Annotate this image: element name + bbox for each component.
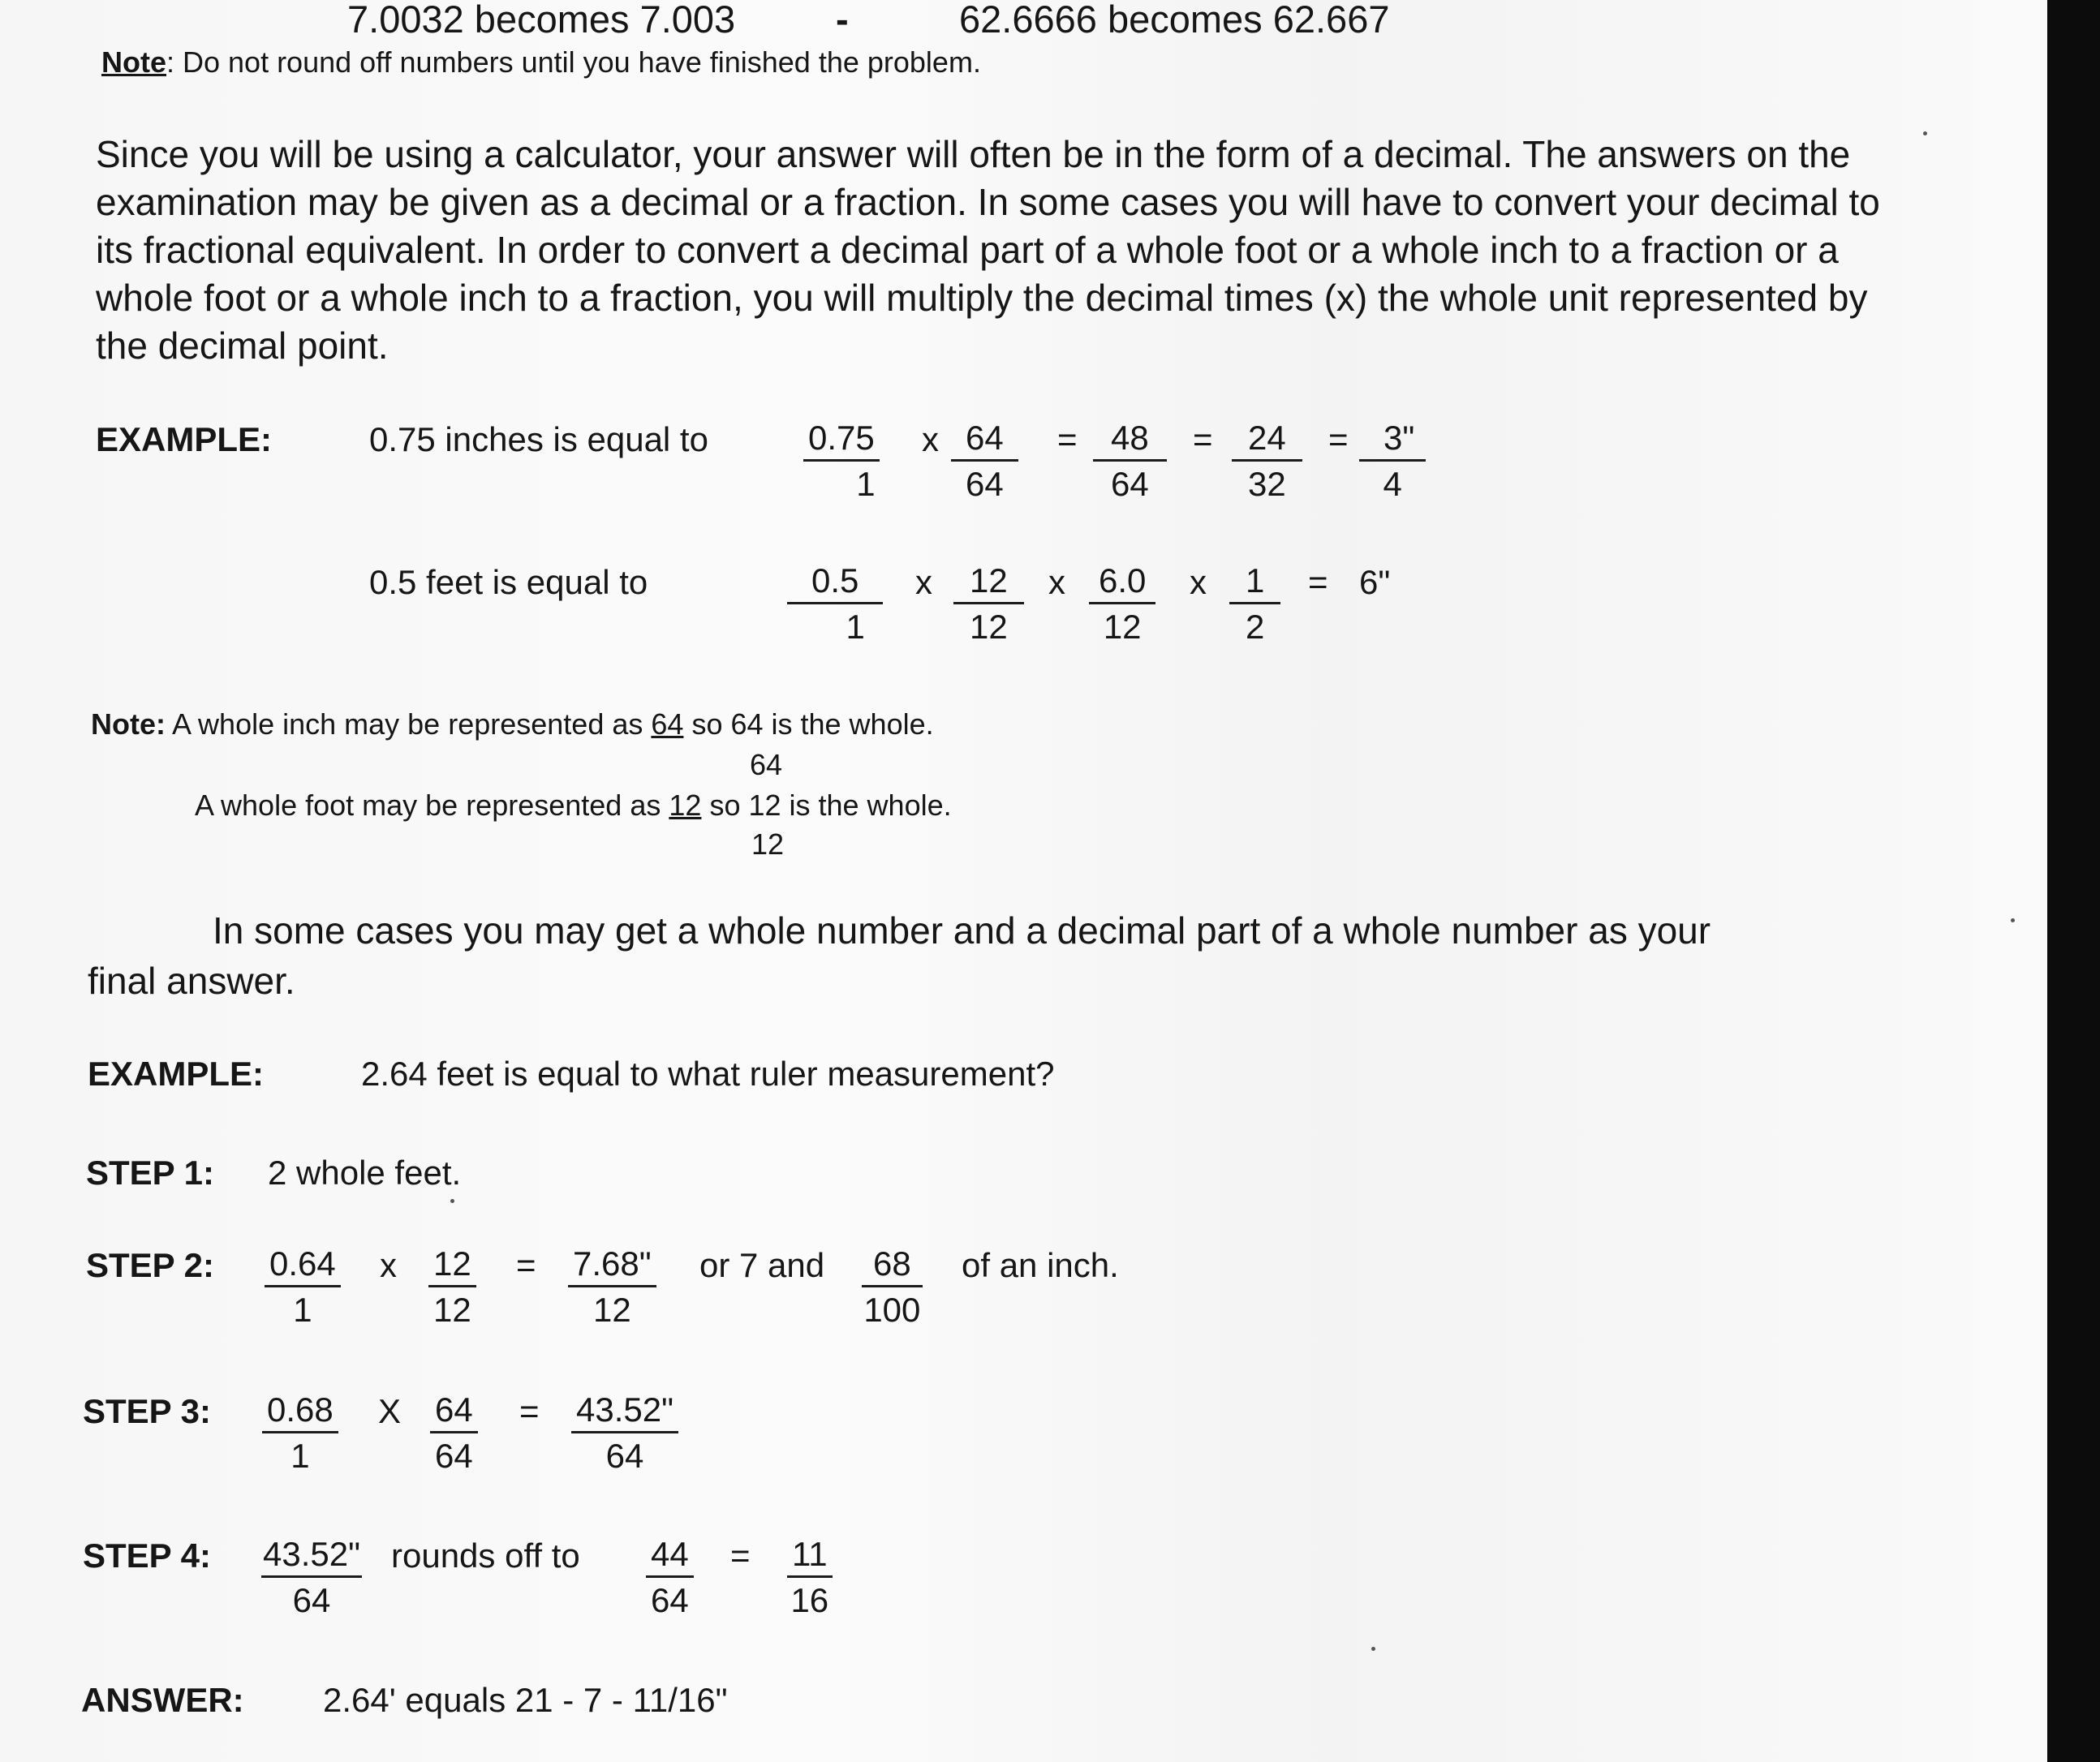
result: 6" (1359, 563, 1391, 601)
note-label: Note (101, 45, 166, 79)
fraction: $\frac{0.68}{1}$ (262, 1392, 338, 1474)
step-text: or 7 and (699, 1246, 825, 1284)
operator: x (1048, 563, 1065, 601)
fraction: $\frac{43.52"}{64}$ (263, 1535, 361, 1620)
fraction: $\frac{64}{64}$ (430, 1392, 478, 1474)
fraction: $\frac{0.64}{1}$ (265, 1246, 341, 1328)
fraction: $\frac{44}{64}$ (646, 1536, 694, 1618)
operator: = (519, 1392, 540, 1430)
rounding-example-left: 7.0032 becomes 7.003 (347, 0, 736, 41)
note-label: Note: (91, 707, 166, 741)
operator: x (380, 1246, 397, 1284)
operator: X (378, 1392, 402, 1430)
scan-speck (2011, 918, 2015, 922)
paragraph-line: final answer. (88, 960, 295, 1002)
operator: = (1057, 420, 1078, 458)
fraction: $\frac{12}{12}$ (428, 1246, 476, 1328)
fraction: $\frac{0.5}{1}$ (787, 563, 883, 645)
fraction: $\frac{6.0}{12}$ (1089, 563, 1155, 645)
intro-paragraph: Since you will be using a calculator, your answer will often be in the form of a decimal. The answers on the examination may be given as a decimal or a fraction. In some cases you will have to convert your decimal to its fractional equivalent. In order to convert a decimal part of a whole foot or a whole inch to a fraction or a whole foot or a whole inch to a fraction, you will multiply the decimal times (x) the whole unit represented by the decimal point. (96, 133, 1880, 367)
paragraph-line: In some cases you may get a whole number and a decimal part of a whole number as your (213, 909, 1711, 952)
fraction: $\frac{12}{12}$ (953, 563, 1024, 645)
scan-speck (1371, 1647, 1375, 1651)
whole-inch-note: Note: A whole inch may be represented as 64 so 64 is the whole. (91, 707, 934, 741)
operator: = (1193, 420, 1213, 458)
step-text: rounds off to (391, 1536, 580, 1575)
operator: x (1190, 563, 1207, 601)
rounding-example-right: 62.6666 becomes 62.667 (959, 0, 1390, 41)
whole-inch-denominator: 64 (750, 748, 783, 781)
scan-speck (450, 1199, 454, 1203)
operator: x (922, 420, 939, 458)
example-text: 2.64 feet is equal to what ruler measurement? (361, 1055, 1055, 1093)
separator-dash: - (836, 0, 849, 41)
operator: = (1328, 420, 1349, 458)
whole-foot-denominator: 12 (751, 827, 785, 861)
fraction: $\frac{0.75}{1}$ (803, 420, 880, 502)
fraction: $\frac{3"}{4}$ (1359, 420, 1426, 502)
fraction: $\frac{24}{32}$ (1232, 420, 1302, 502)
note-text: : Do not round off numbers until you have finished the problem. (166, 45, 981, 79)
answer-label: ANSWER: (81, 1681, 244, 1719)
step-label: STEP 4: (83, 1536, 211, 1575)
rounding-note (101, 45, 981, 80)
answer-text: 2.64' equals 21 - 7 - 11/16" (323, 1681, 728, 1719)
operator: = (1308, 563, 1328, 601)
step-label: STEP 1: (86, 1154, 214, 1192)
operator: x (915, 563, 932, 601)
fraction: $\frac{64}{64}$ (951, 420, 1018, 502)
example-text: 0.75 inches is equal to (369, 420, 708, 458)
whole-foot-note: A whole foot may be represented as 12 so 12 is the whole. (195, 789, 952, 822)
step-text: of an inch. (962, 1246, 1119, 1284)
fraction: $\frac{48}{64}$ (1093, 420, 1167, 502)
fraction: $\frac{43.52"}{64}$ (571, 1392, 678, 1474)
step-text: 2 whole feet. (268, 1154, 462, 1192)
fraction: $\frac{1}{2}$ (1229, 563, 1280, 645)
fraction: $\frac{68}{100}$ (862, 1246, 923, 1328)
example-label: EXAMPLE: (88, 1055, 265, 1093)
example-label: EXAMPLE: (96, 420, 273, 458)
scan-border (2047, 0, 2100, 1762)
step-label: STEP 2: (86, 1246, 214, 1284)
fraction: $\frac{7.68"}{12}$ (568, 1246, 656, 1328)
fraction: $\frac{11}{16}$ (787, 1536, 833, 1618)
step-label: STEP 3: (83, 1392, 211, 1430)
example-text: 0.5 feet is equal to (369, 563, 648, 601)
operator: = (730, 1536, 751, 1575)
scan-speck (1923, 131, 1927, 135)
operator: = (516, 1246, 536, 1284)
